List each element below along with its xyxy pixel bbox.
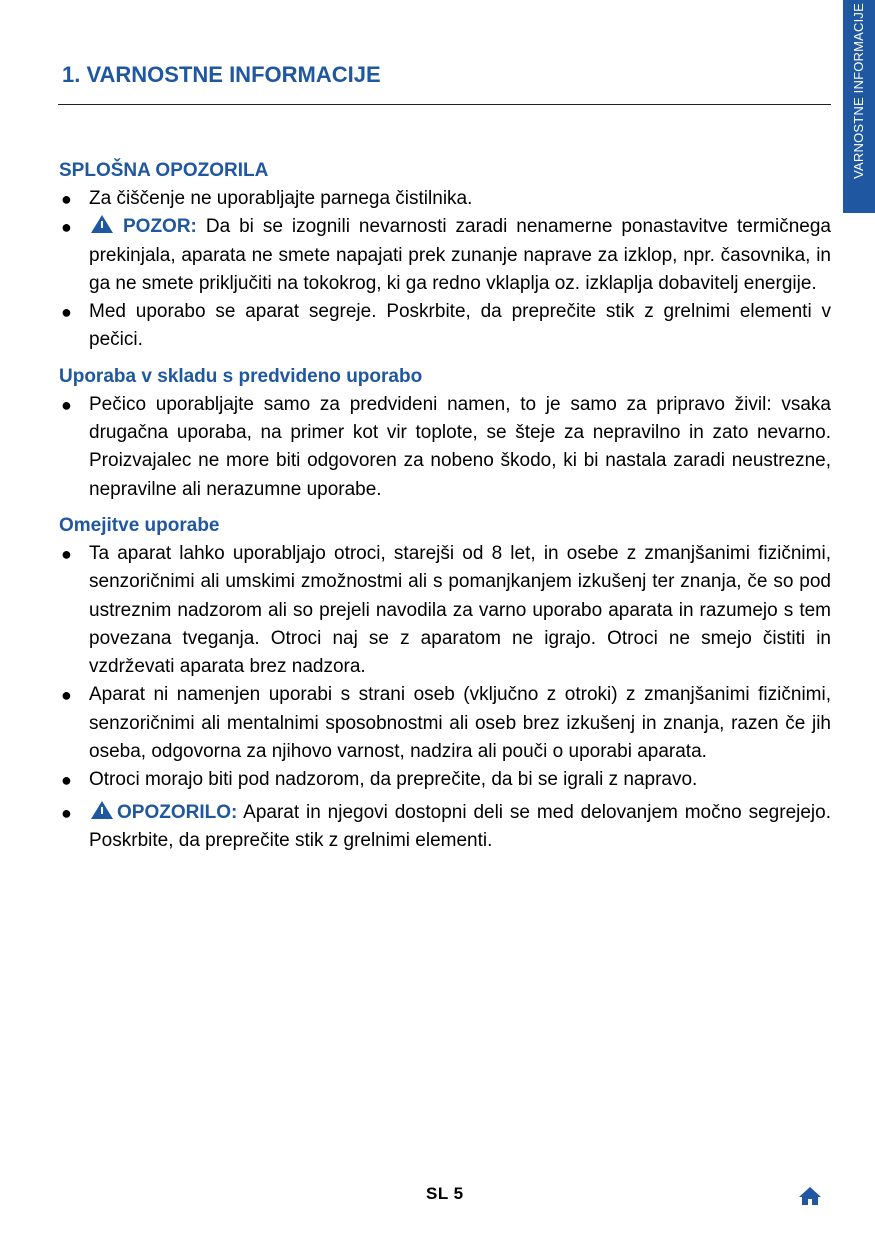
- bullet-icon: ●: [61, 802, 72, 823]
- list-item-text: Aparat in njegovi dostopni deli se med delovanjem močno segrejejo. Poskrbite, da preprečite stik z grelnimi elementi.: [89, 801, 831, 851]
- side-tab-label: VARNOSTNE INFORMACIJE: [851, 3, 866, 179]
- list-item: [59, 766, 831, 794]
- page-title: 1. VARNOSTNE INFORMACIJE: [62, 62, 381, 87]
- list-item-warning: [59, 213, 831, 298]
- list-item-text: Za čiščenje ne uporabljajte parnega čistilnika.: [89, 188, 473, 209]
- list-item-warning: [59, 799, 831, 856]
- warning-icon: [91, 215, 113, 233]
- bullet-icon: ●: [61, 394, 72, 415]
- list-item: [59, 540, 831, 681]
- list-item-text: Pečico uporabljajte samo za predvideni namen, to je samo za pripravo živil: vsaka drugačna uporaba, na primer kot vir toplote, se šteje za nepravilno in zato nevarno. Proizvajalec ne more biti odgovoren za nobeno škodo, ki bi nastala zaradi neustrezne, nepravilne ali nerazumne uporabe.: [89, 393, 831, 500]
- section-heading-intended-use: Uporaba v skladu s predvideno uporabo: [59, 365, 423, 387]
- warning-icon: [91, 801, 113, 819]
- bullet-icon: ●: [61, 302, 72, 323]
- section-heading-usage-restrictions: Omejitve uporabe: [59, 514, 220, 536]
- bullet-icon: ●: [61, 685, 72, 706]
- page-number: SL 5: [426, 1184, 464, 1203]
- home-icon[interactable]: [799, 1186, 821, 1206]
- list-item-text: Med uporabo se aparat segreje. Poskrbite, da preprečite stik z grelnimi elementi v pečici.: [89, 301, 831, 351]
- usage-restrictions-list: [59, 540, 831, 855]
- bullet-icon: ●: [61, 217, 72, 238]
- warning-label-pozor: POZOR:: [123, 216, 197, 238]
- intended-use-list: [59, 391, 831, 504]
- title-divider: [58, 104, 831, 105]
- list-item: [59, 391, 831, 504]
- section-heading-general-warnings: SPLOŠNA OPOZORILA: [59, 160, 269, 181]
- list-item: [59, 681, 831, 766]
- section-side-tab[interactable]: [843, 0, 875, 213]
- bullet-icon: ●: [61, 189, 72, 209]
- bullet-icon: ●: [61, 770, 72, 791]
- list-item-text: Da bi se izognili nevarnosti zaradi nenamerne ponastavitve termičnega prekinjala, aparata ne smete napajati prek zunanje naprave za izklop, npr. časovnika, in ga ne smete priključiti na tokokrog, ki ga redno vklaplja oz. izklaplja dobavitelj energije.: [89, 216, 831, 294]
- list-item-text: Aparat ni namenjen uporabi s strani oseb (vključno z otroki) z zmanjšanimi fizičnimi, senzoričnimi ali mentalnimi sposobnostmi ali oseb brez izkušenj in znanja, razen če jih oseba, odgovorna za njihovo varnost, nadzira ali pouči o uporabi aparata.: [89, 684, 831, 763]
- list-item-text: Ta aparat lahko uporabljajo otroci, starejši od 8 let, in osebe z zmanjšanimi fizičnimi, senzoričnimi ali umskimi zmožnostmi ali s pomanjkanjem izkušenj ter znanja, če so pod ustreznim nadzorom ali so prejeli navodila za varno uporabo aparata in razumejo s tem povezana tveganja. Otroci naj se z aparatom ne igrajo. Otroci ne smejo čistiti in vzdrževati aparata brez nadzora.: [89, 542, 831, 678]
- list-item-text: Otroci morajo biti pod nadzorom, da preprečite, da bi se igrali z napravo.: [89, 769, 698, 791]
- warning-label-opozorilo: OPOZORILO:: [117, 801, 238, 823]
- list-item: [59, 298, 831, 355]
- page-content: [59, 157, 831, 855]
- bullet-icon: ●: [61, 543, 72, 564]
- general-warnings-list: [59, 185, 831, 355]
- list-item: [59, 185, 831, 213]
